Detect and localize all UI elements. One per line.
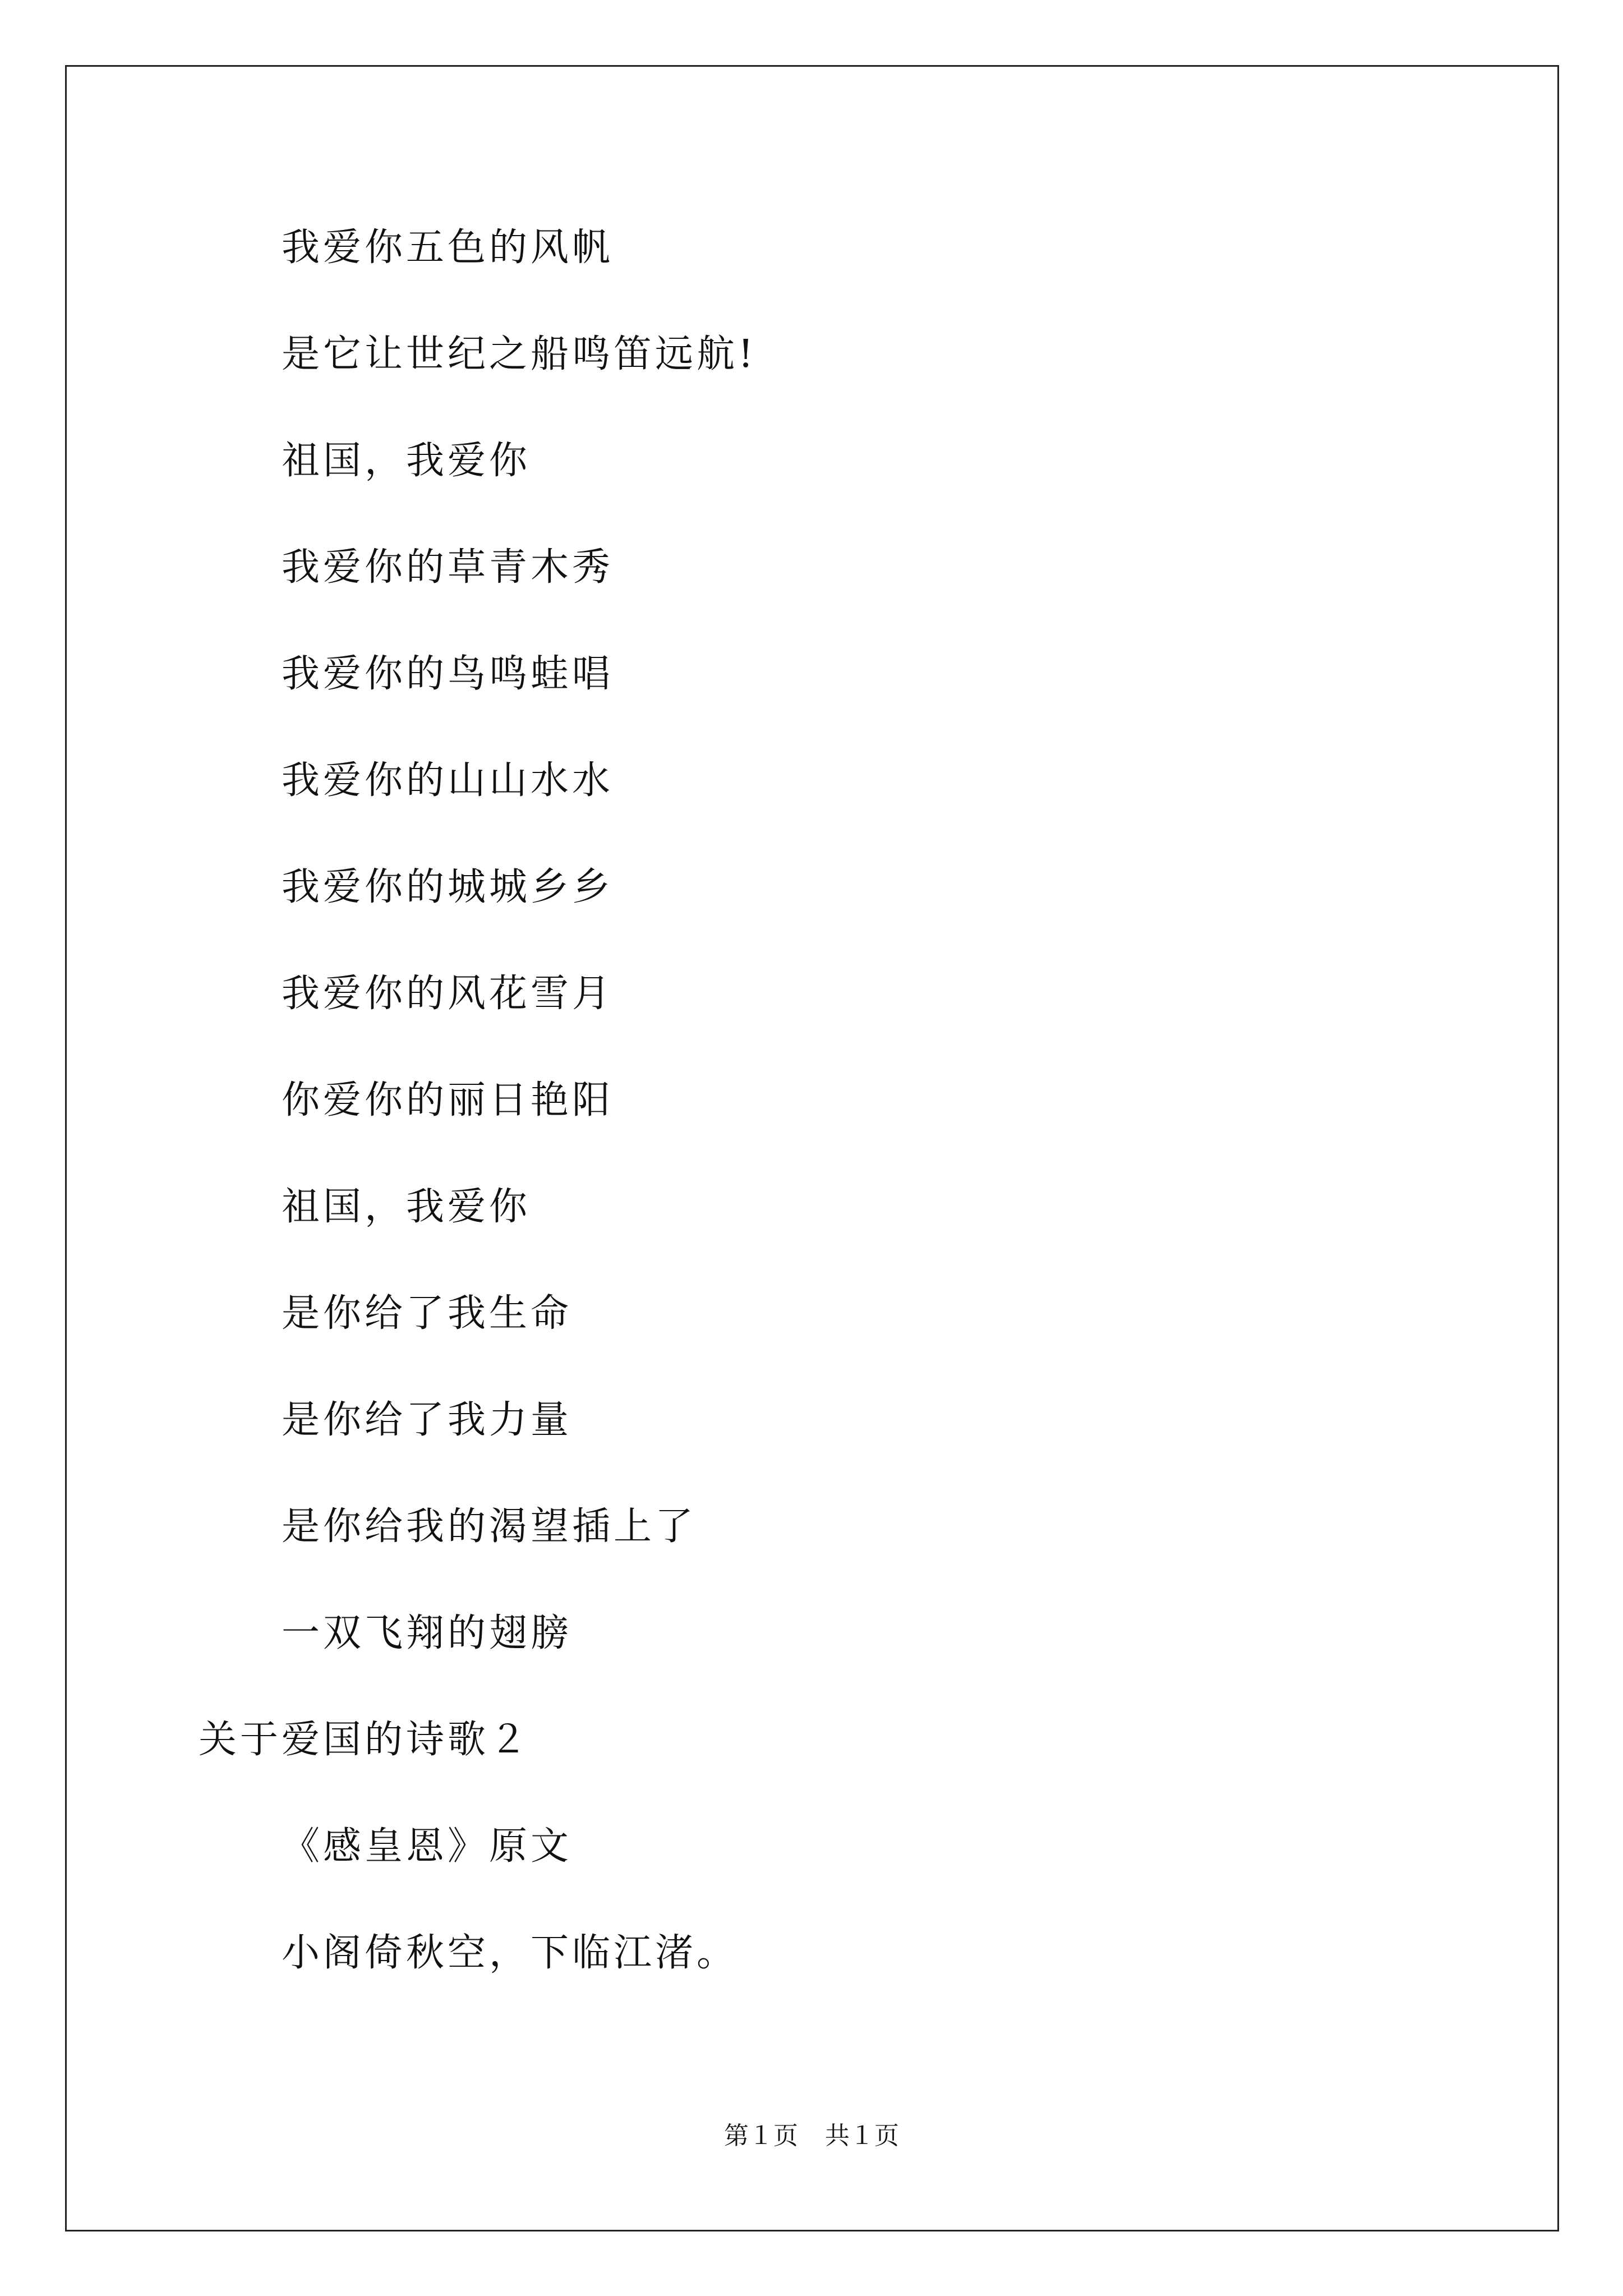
poem-line: 一双飞翔的翅膀: [282, 1611, 573, 1655]
poem-line: 是你给了我生命: [282, 1291, 573, 1336]
poem-line: 我爱你五色的风帆: [282, 226, 614, 270]
page-number-current: 第１页: [724, 2122, 798, 2150]
poem-line: 我爱你的鸟鸣蛙唱: [282, 652, 614, 696]
poem-line: 祖国，我爱你: [282, 439, 531, 483]
page-footer: [0, 2120, 1623, 2152]
poem-line: 是你给了我力量: [282, 1398, 573, 1442]
poem-line: 我爱你的城城乡乡: [282, 865, 614, 909]
poem-line: 是它让世纪之船鸣笛远航!: [282, 332, 757, 376]
page-number-total: 共１页: [825, 2122, 899, 2150]
page-border: [65, 65, 1559, 2231]
poem-line: 是你给我的渴望插上了: [282, 1504, 697, 1549]
poem-title-line: 《感皇恩》原文: [282, 1824, 573, 1869]
poem-line: 小阁倚秋空，下临江渚。: [282, 1931, 739, 1975]
poem-line: 我爱你的山山水水: [282, 758, 614, 803]
poem-line: 我爱你的草青木秀: [282, 545, 614, 590]
poem-line: 祖国，我爱你: [282, 1185, 531, 1229]
section-heading: 关于爱国的诗歌２: [199, 1718, 531, 1762]
poem-line: 你爱你的丽日艳阳: [282, 1078, 614, 1122]
poem-line: 我爱你的风花雪月: [282, 972, 614, 1016]
